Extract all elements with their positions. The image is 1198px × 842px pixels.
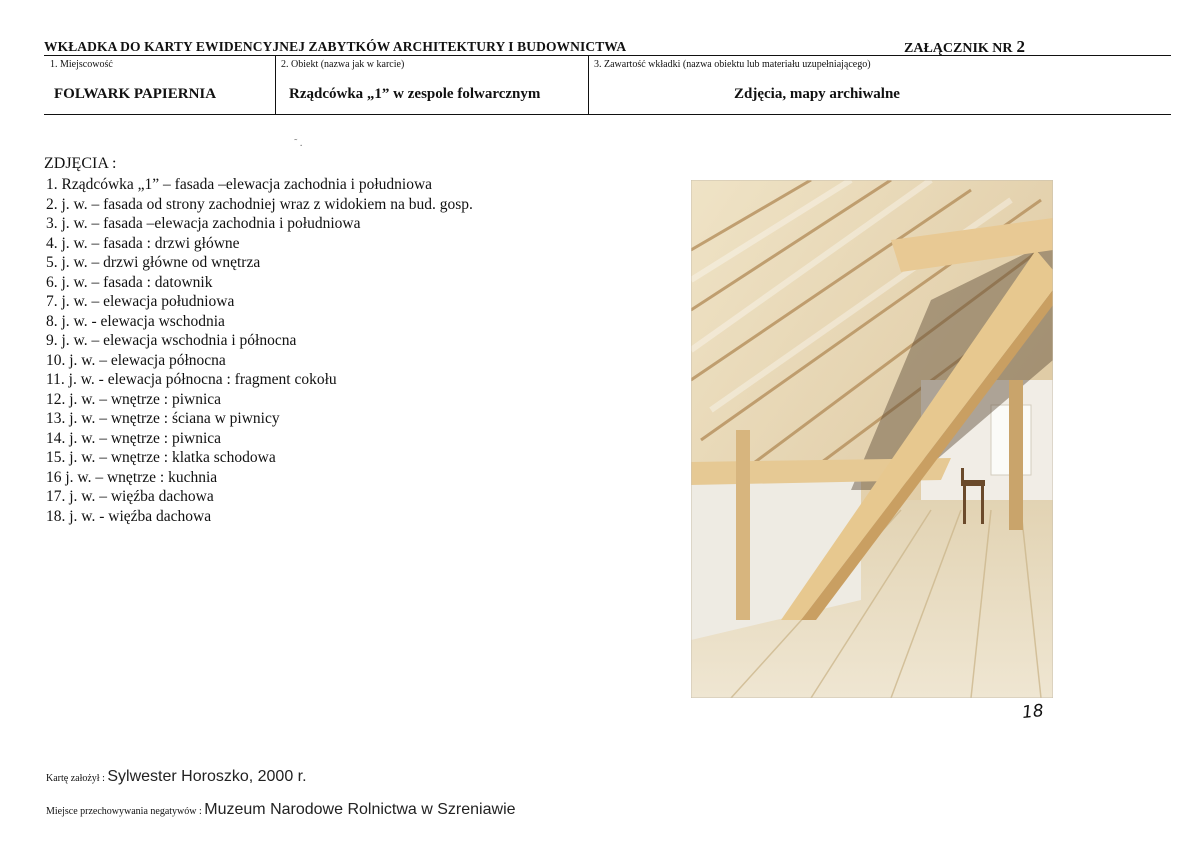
list-item: 15. j. w. – wnętrze : klatka schodowa bbox=[46, 449, 276, 466]
list-item: 4. j. w. – fasada : drzwi główne bbox=[46, 234, 240, 252]
page-number: 18 bbox=[1021, 700, 1045, 724]
list-item: 2. j. w. – fasada od strony zachodniej wraz z widokiem na bud. gosp. bbox=[46, 195, 473, 213]
list-item: 9. j. w. – elewacja wschodnia i północna bbox=[46, 332, 297, 349]
list-item: 8. j. w. - elewacja wschodnia bbox=[46, 312, 225, 330]
field-label-object: 2. Obiekt (nazwa jak w karcie) bbox=[281, 59, 405, 70]
field-label-contents: 3. Zawartość wkładki (nazwa obiektu lub materiału uzupełniającego) bbox=[594, 59, 871, 70]
header-rule-top bbox=[44, 55, 1171, 56]
list-item: 11. j. w. - elewacja północna : fragment cokołu bbox=[46, 371, 337, 388]
field-label-locality: 1. Miejscowość bbox=[50, 59, 113, 70]
list-item: 1. Rządcówka „1” – fasada –elewacja zachodnia i południowa bbox=[46, 176, 433, 193]
storage-line bbox=[46, 801, 516, 819]
list-item: 10. j. w. – elewacja północna bbox=[46, 351, 226, 369]
annex-label-text: ZAŁĄCZNIK NR bbox=[904, 41, 1013, 56]
annex-label bbox=[904, 37, 1025, 57]
list-item: 5. j. w. – drzwi główne od wnętrza bbox=[46, 254, 261, 271]
list-item: 18. j. w. - więźba dachowa bbox=[46, 507, 212, 525]
field-value-locality: FOLWARK PAPIERNIA bbox=[54, 86, 217, 102]
storage-value: Muzeum Narodowe Rolnictwa w Szreniawie bbox=[204, 801, 516, 818]
field-value-object: Rządcówka „1” w zespole folwarcznym bbox=[289, 86, 541, 102]
list-item: 14. j. w. – wnętrze : piwnica bbox=[46, 429, 222, 447]
photos-heading: ZDJĘCIA : bbox=[44, 155, 117, 172]
author-label: Kartę założył : bbox=[46, 773, 105, 784]
annex-number: 2 bbox=[1016, 37, 1026, 56]
field-divider-2 bbox=[588, 55, 589, 114]
list-item: 17. j. w. – więźba dachowa bbox=[46, 488, 214, 505]
document-title: WKŁADKA DO KARTY EWIDENCYJNEJ ZABYTKÓW ARCHITEKTURY I BUDOWNICTWA bbox=[44, 39, 627, 54]
list-item: 16 j. w. – wnętrze : kuchnia bbox=[46, 468, 218, 486]
author-value: Sylwester Horoszko, 2000 r. bbox=[107, 768, 307, 785]
field-divider-1 bbox=[275, 55, 276, 114]
list-item: 7. j. w. – elewacja południowa bbox=[46, 293, 235, 310]
list-item: 3. j. w. – fasada –elewacja zachodnia i południowa bbox=[46, 215, 361, 232]
list-item: 13. j. w. – wnętrze : ściana w piwnicy bbox=[46, 410, 280, 427]
roof-truss-photo bbox=[691, 180, 1053, 698]
scan-speck: ˜ . bbox=[294, 138, 303, 149]
author-line bbox=[46, 768, 307, 786]
field-value-contents: Zdjęcia, mapy archiwalne bbox=[734, 86, 900, 102]
storage-label: Miejsce przechowywania negatywów : bbox=[46, 806, 202, 817]
photo-list bbox=[46, 175, 473, 526]
header-rule-bottom bbox=[44, 114, 1171, 115]
list-item: 6. j. w. – fasada : datownik bbox=[46, 273, 213, 291]
list-item: 12. j. w. – wnętrze : piwnica bbox=[46, 390, 222, 408]
